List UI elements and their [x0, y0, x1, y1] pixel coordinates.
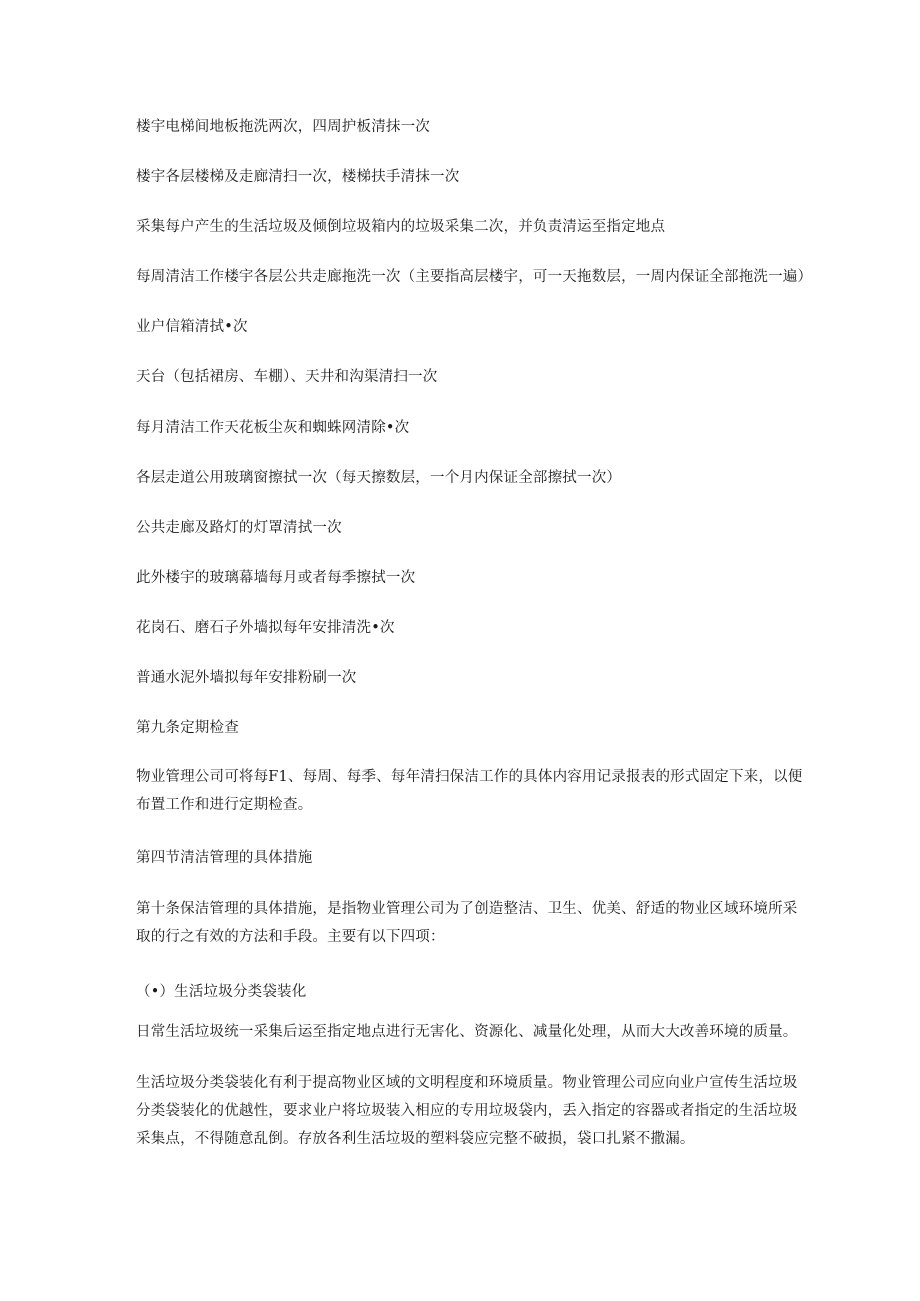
item-title-garbage-bagging: （•）生活垃圾分类袋装化: [136, 984, 307, 1000]
text-line-elevator: 楼宇电梯间地板拖洗两次，四周护板清抹一次: [136, 119, 430, 135]
paragraph-inspection: 物业管理公司可将每F1、每周、每季、每年清扫保洁工作的具体内容用记录报表的形式固定下来，以便布置工作和进行定期检查。: [136, 769, 803, 813]
text-line-rooftop: 天台（包括裙房、车棚）、天井和沟渠清扫一次: [136, 369, 438, 385]
text-line-granite-wall: 花岗石、磨石子外墙拟每年安排清洗•次: [136, 620, 395, 636]
section-title: 第四节清洁管理的具体措施: [136, 850, 313, 866]
paragraph-garbage-treatment: 日常生活垃圾统一采集后运至指定地点进行无害化、资源化、减量化处理，从而大大改善环境的质量。: [136, 1024, 798, 1040]
text-line-weekly-cleaning: 每周清洁工作楼宇各层公共走廊拖洗一次（主要指高层楼宇，可一天拖数层，一周内保证全部拖洗一遍）: [136, 269, 813, 285]
paragraph-garbage-bagging: 生活垃圾分类袋装化有利于提高物业区域的文明程度和环境质量。物业管理公司应向业户宣传生活垃圾分类袋装化的优越性，要求业户将垃圾装入相应的专用垃圾袋内，丢入指定的容器或者指定的生活垃圾采集点，不得随意乱倒。存放各利生活垃圾的塑料袋应完整不破损，袋口扎紧不撒漏。: [136, 1075, 798, 1147]
text-line-cement-wall: 普通水泥外墙拟每年安排粉刷一次: [136, 670, 357, 686]
text-line-lamp-covers: 公共走廊及路灯的灯罩清拭一次: [136, 520, 342, 536]
text-line-garbage-collection: 采集每户产生的生活垃圾及倾倒垃圾箱内的垃圾采集二次，并负责清运至指定地点: [136, 219, 666, 235]
text-line-mailbox: 业户信箱清拭•次: [136, 319, 248, 335]
text-line-windows: 各层走道公用玻璃窗擦拭一次（每天擦数层，一个月内保证全部擦拭一次）: [136, 470, 622, 486]
text-line-glass-curtain: 此外楼宇的玻璃幕墙每月或者每季擦拭一次: [136, 570, 416, 586]
text-line-stairs: 楼宇各层楼梯及走廊清扫一次，楼梯扶手清抹一次: [136, 169, 460, 185]
heading-article-9: 第九条定期检查: [136, 720, 239, 736]
paragraph-article-10: 第十条保洁管理的具体措施，是指物业管理公司为了创造整洁、卫生、优美、舒适的物业区域环境所采取的行之有效的方法和手段。主要有以下四项：: [136, 901, 798, 945]
text-line-monthly-cleaning: 每月清洁工作天花板尘灰和蜘蛛网清除•次: [136, 420, 410, 436]
